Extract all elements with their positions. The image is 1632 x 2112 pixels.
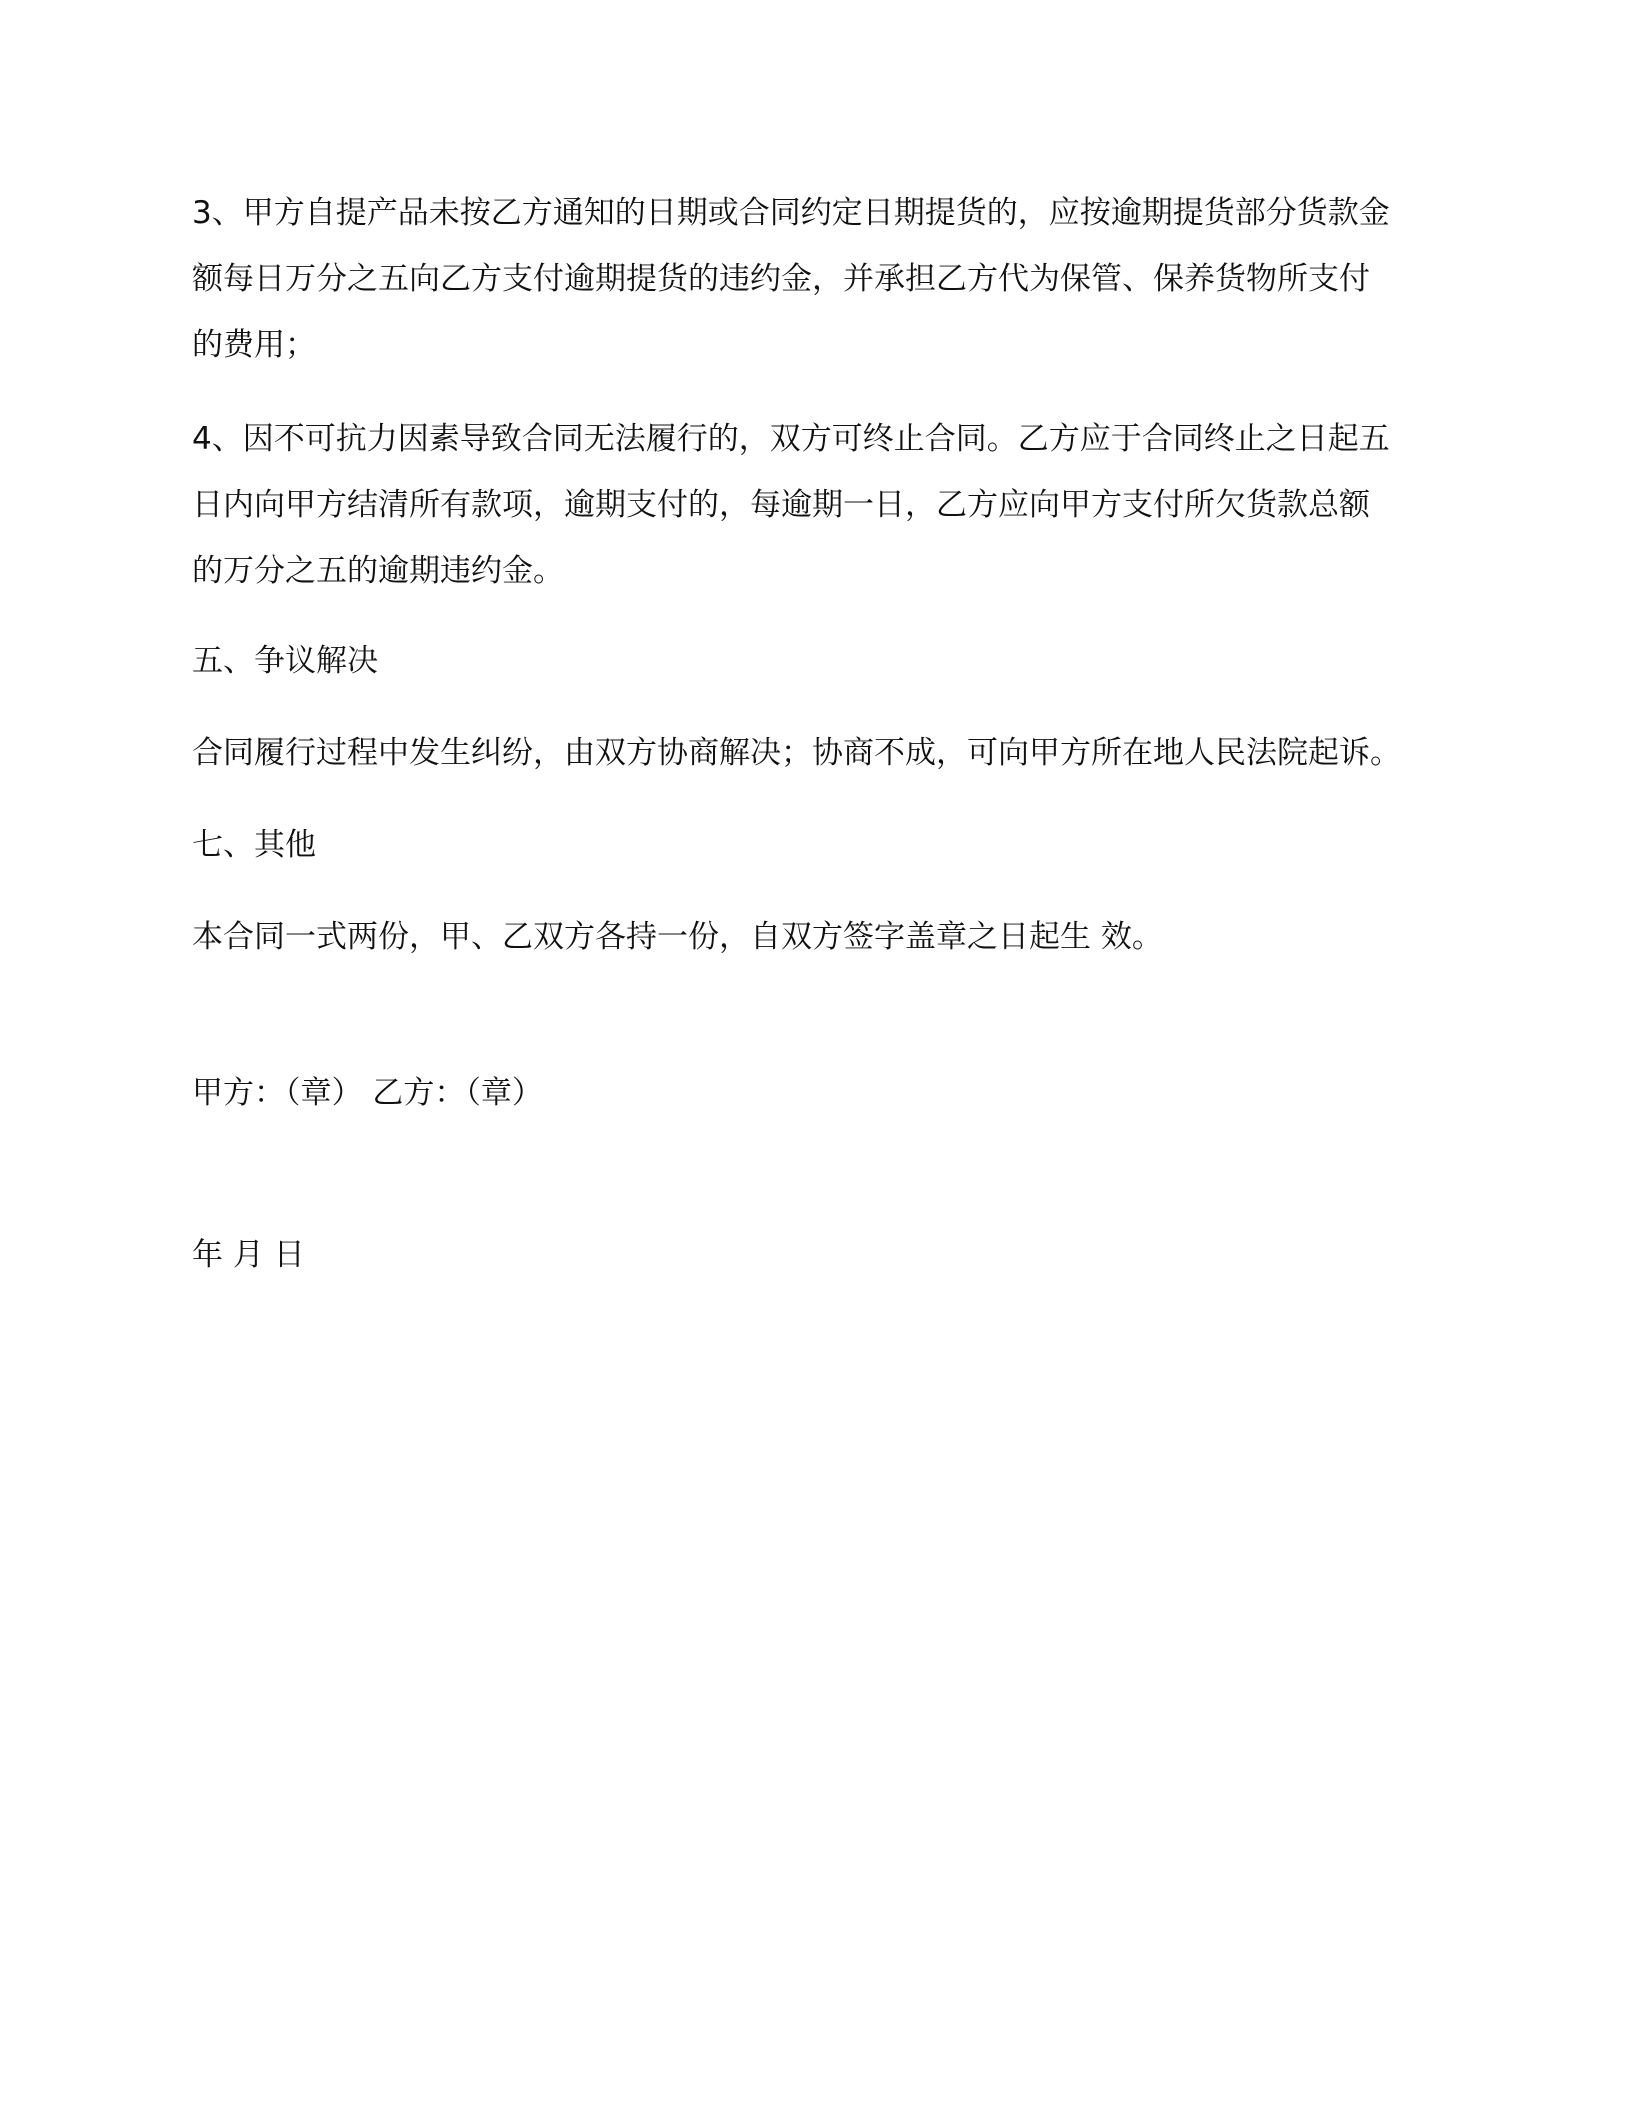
clause-3-line: 3、甲方自提产品未按乙方通知的日期或合同约定日期提货的，应按逾期提货部分货款金 <box>192 195 1390 231</box>
clause-4-line: 的万分之五的逾期违约金。 <box>192 553 564 589</box>
section-7-text <box>192 904 1442 970</box>
section-5-heading <box>192 628 1442 694</box>
signature-line: 甲方：（章） 乙方：（章） <box>192 1075 543 1111</box>
clause-4-line: 4、因不可抗力因素导致合同无法履行的，双方可终止合同。乙方应于合同终止之日起五 <box>192 421 1390 457</box>
clause-4-line: 日内向甲方结清所有款项，逾期支付的，每逾期一日，乙方应向甲方支付所欠货款总额 <box>192 487 1370 523</box>
clause-3 <box>192 180 1442 378</box>
clause-3-line: 额每日万分之五向乙方支付逾期提货的违约金，并承担乙方代为保管、保养货物所支付 <box>192 261 1370 297</box>
date-line: 年 月 日 <box>192 1237 305 1273</box>
section-5-text <box>192 720 1442 786</box>
section-7-heading <box>192 812 1442 878</box>
section-7-body: 本合同一式两份，甲、乙双方各持一份，自双方签字盖章之日起生 效。 <box>192 919 1163 955</box>
clause-3-line: 的费用； <box>192 327 316 363</box>
clause-4 <box>192 406 1442 604</box>
signature-block <box>192 1060 1442 1126</box>
section-5-heading-text: 五、争议解决 <box>192 643 378 679</box>
date-block <box>192 1222 1442 1288</box>
section-7-heading-text: 七、其他 <box>192 827 316 863</box>
section-5-body: 合同履行过程中发生纠纷，由双方协商解决；协商不成，可向甲方所在地人民法院起诉。 <box>192 735 1401 771</box>
